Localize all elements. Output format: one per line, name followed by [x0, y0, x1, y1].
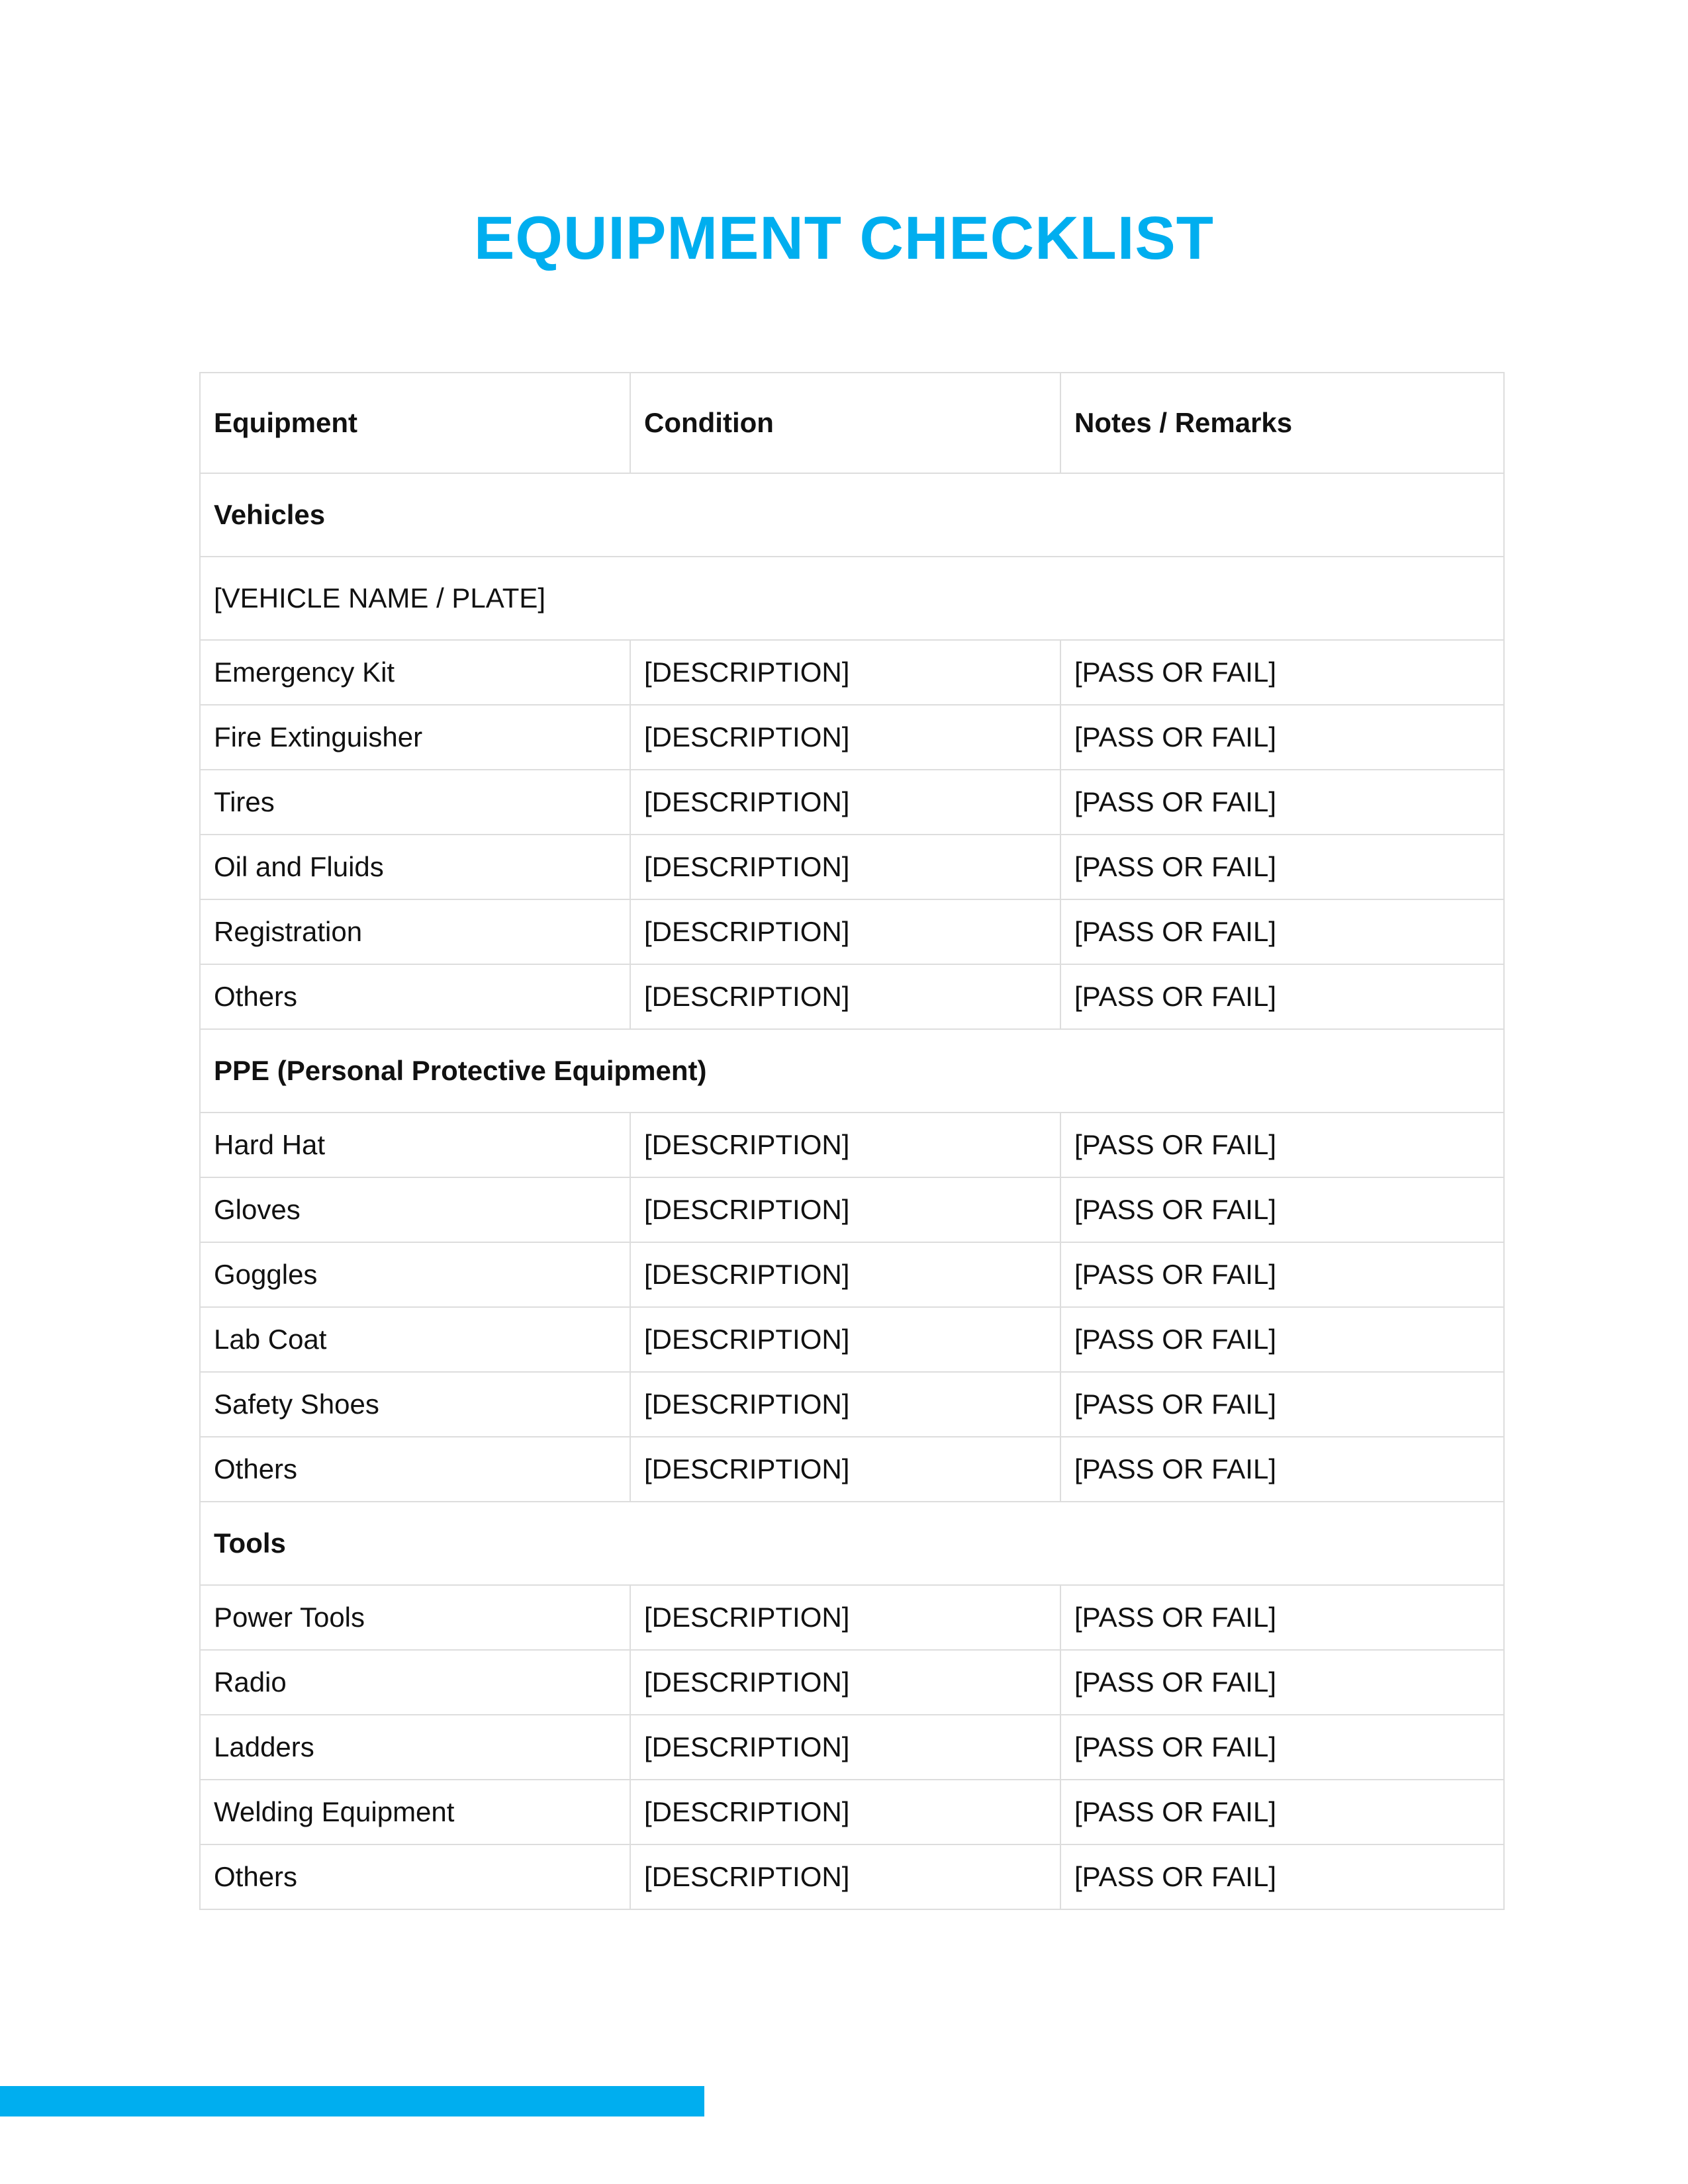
notes-cell[interactable]: [PASS OR FAIL] [1060, 1585, 1504, 1650]
condition-cell[interactable]: [DESCRIPTION] [630, 835, 1060, 899]
condition-cell[interactable]: [DESCRIPTION] [630, 770, 1060, 835]
table-row [200, 770, 1504, 835]
table-row [200, 1844, 1504, 1909]
notes-cell[interactable]: [PASS OR FAIL] [1060, 770, 1504, 835]
vehicle-name-row [200, 557, 1504, 640]
equipment-cell: Others [200, 1844, 630, 1909]
section-label: Vehicles [200, 473, 1504, 557]
notes-cell[interactable]: [PASS OR FAIL] [1060, 1780, 1504, 1844]
table-row [200, 1177, 1504, 1242]
notes-cell[interactable]: [PASS OR FAIL] [1060, 964, 1504, 1029]
condition-cell[interactable]: [DESCRIPTION] [630, 1113, 1060, 1177]
notes-cell[interactable]: [PASS OR FAIL] [1060, 1715, 1504, 1780]
notes-cell[interactable]: [PASS OR FAIL] [1060, 1372, 1504, 1437]
condition-cell[interactable]: [DESCRIPTION] [630, 1177, 1060, 1242]
notes-cell[interactable]: [PASS OR FAIL] [1060, 1113, 1504, 1177]
section-label: PPE (Personal Protective Equipment) [200, 1029, 1504, 1113]
notes-cell[interactable]: [PASS OR FAIL] [1060, 640, 1504, 705]
table-row [200, 1780, 1504, 1844]
page-title: EQUIPMENT CHECKLIST [474, 205, 1214, 272]
section-label: Tools [200, 1502, 1504, 1585]
equipment-cell: Others [200, 1437, 630, 1502]
notes-cell[interactable]: [PASS OR FAIL] [1060, 1242, 1504, 1307]
notes-cell[interactable]: [PASS OR FAIL] [1060, 1844, 1504, 1909]
condition-cell[interactable]: [DESCRIPTION] [630, 899, 1060, 964]
equipment-cell: Fire Extinguisher [200, 705, 630, 770]
notes-cell[interactable]: [PASS OR FAIL] [1060, 899, 1504, 964]
notes-cell[interactable]: [PASS OR FAIL] [1060, 1177, 1504, 1242]
notes-cell[interactable]: [PASS OR FAIL] [1060, 705, 1504, 770]
column-header-condition: Condition [630, 373, 1060, 473]
condition-cell[interactable]: [DESCRIPTION] [630, 1650, 1060, 1715]
equipment-cell: Registration [200, 899, 630, 964]
table-row [200, 1372, 1504, 1437]
table-row [200, 1242, 1504, 1307]
table-row [200, 1585, 1504, 1650]
table-row [200, 1650, 1504, 1715]
condition-cell[interactable]: [DESCRIPTION] [630, 1372, 1060, 1437]
equipment-cell: Power Tools [200, 1585, 630, 1650]
equipment-cell: Safety Shoes [200, 1372, 630, 1437]
condition-cell[interactable]: [DESCRIPTION] [630, 1780, 1060, 1844]
equipment-cell: Emergency Kit [200, 640, 630, 705]
column-header-notes: Notes / Remarks [1060, 373, 1504, 473]
equipment-cell: Tires [200, 770, 630, 835]
condition-cell[interactable]: [DESCRIPTION] [630, 1585, 1060, 1650]
table-row [200, 899, 1504, 964]
section-row-vehicles [200, 473, 1504, 557]
equipment-table [199, 372, 1505, 1910]
equipment-cell: Ladders [200, 1715, 630, 1780]
table-row [200, 1437, 1504, 1502]
condition-cell[interactable]: [DESCRIPTION] [630, 1242, 1060, 1307]
condition-cell[interactable]: [DESCRIPTION] [630, 1844, 1060, 1909]
table-row [200, 640, 1504, 705]
vehicle-name-field[interactable]: [VEHICLE NAME / PLATE] [200, 557, 1504, 640]
section-row-tools [200, 1502, 1504, 1585]
equipment-cell: Radio [200, 1650, 630, 1715]
table-row [200, 1307, 1504, 1372]
condition-cell[interactable]: [DESCRIPTION] [630, 640, 1060, 705]
table-row [200, 835, 1504, 899]
condition-cell[interactable]: [DESCRIPTION] [630, 1437, 1060, 1502]
equipment-cell: Gloves [200, 1177, 630, 1242]
condition-cell[interactable]: [DESCRIPTION] [630, 705, 1060, 770]
condition-cell[interactable]: [DESCRIPTION] [630, 1307, 1060, 1372]
equipment-cell: Hard Hat [200, 1113, 630, 1177]
condition-cell[interactable]: [DESCRIPTION] [630, 1715, 1060, 1780]
table-row [200, 1113, 1504, 1177]
equipment-cell: Others [200, 964, 630, 1029]
condition-cell[interactable]: [DESCRIPTION] [630, 964, 1060, 1029]
equipment-cell: Welding Equipment [200, 1780, 630, 1844]
notes-cell[interactable]: [PASS OR FAIL] [1060, 1307, 1504, 1372]
footer-accent-bar [0, 2086, 704, 2116]
table-row [200, 964, 1504, 1029]
equipment-cell: Goggles [200, 1242, 630, 1307]
table-row [200, 1715, 1504, 1780]
equipment-cell: Oil and Fluids [200, 835, 630, 899]
equipment-cell: Lab Coat [200, 1307, 630, 1372]
notes-cell[interactable]: [PASS OR FAIL] [1060, 1650, 1504, 1715]
notes-cell[interactable]: [PASS OR FAIL] [1060, 835, 1504, 899]
notes-cell[interactable]: [PASS OR FAIL] [1060, 1437, 1504, 1502]
table-row [200, 705, 1504, 770]
column-header-equipment: Equipment [200, 373, 630, 473]
table-header-row [200, 373, 1504, 473]
section-row-ppe [200, 1029, 1504, 1113]
